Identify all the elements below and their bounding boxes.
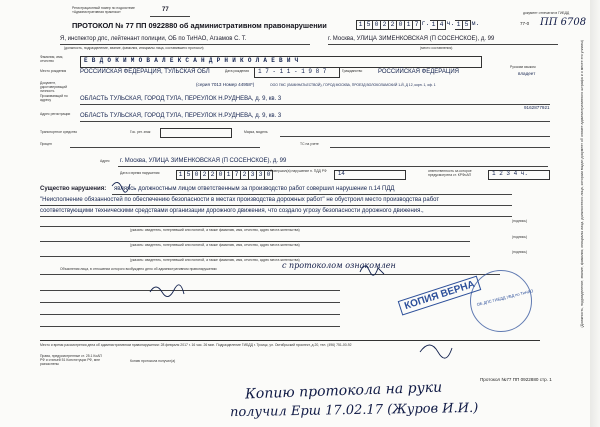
id-doc-value: (серия 7013 Номер 44958*) xyxy=(196,82,255,87)
violation-address-label: Адрес xyxy=(100,159,110,163)
vehicle-brand-label: Марка, модель xyxy=(244,130,268,134)
address-label: Проживающий по адресу xyxy=(40,94,68,102)
id-doc-label: Документ, удостоверяющий личность xyxy=(40,81,67,93)
copy-received-label: Копию протокола получил(а) xyxy=(130,359,176,363)
right-code: 77-0 xyxy=(520,21,530,26)
trailer-label: Прицеп xyxy=(40,142,52,146)
reg-address-label: Адрес регистрации xyxy=(40,112,71,116)
witness-sign-3: (подпись) xyxy=(512,250,528,254)
handwritten-line-1: Копию протокола на руки xyxy=(244,379,443,403)
article-label: ответственность за которое предусмотрена ст. КРФоАП xyxy=(428,169,472,177)
citizenship-value: РОССИЙСКАЯ ФЕДЕРАЦИЯ xyxy=(378,69,459,75)
vehicle-reg-label: Гос. рег. знак xyxy=(130,130,151,134)
birth-date-value: 1 7 - 1 1 - 1 9 8 7 xyxy=(258,68,327,75)
explanation-label: Объяснения лица, в отношении которого возбуждено дело об административном правонарушении: xyxy=(60,267,218,271)
court-line: Место и время рассмотрения дела об административном правонарушении: 28 февраля 2017 г. 16 час. 26 мин. Подразделение ГИБДД г. Троицк, ул. Октябрьский проспект, д.20, тел. (496) 751-00-92 xyxy=(40,343,352,347)
rights-text: Права, предусмотренные ст. 25.1 КоАП РФ и статьей 51 Конституции РФ, мне разъяснены xyxy=(40,354,102,367)
reg-address-value: ОБЛАСТЬ ТУЛЬСКАЯ, ГОРОД ТУЛА, ПЕРЕУЛОК Н.РУДНЕВА, д. 9, кв. 3 xyxy=(80,113,282,119)
birth-date-label: Дата рождения xyxy=(225,69,249,73)
citizenship-label: Гражданство xyxy=(342,69,363,73)
birth-place-label: Место рождения xyxy=(40,69,67,73)
witness-caption-2: (указать: свидетель, потерпевший или понятой, а также фамилию, имя, отчество, адрес места жительства) xyxy=(130,243,300,247)
witness-caption-3: (указать: свидетель, потерпевший или понятой, а также фамилию, имя, отчество, адрес места жительства) xyxy=(130,258,300,262)
essence-label: Существо нарушения: xyxy=(40,186,107,192)
reg-number-value: 77 xyxy=(162,7,169,13)
right-code-handwritten: ПП 6708 xyxy=(540,17,587,28)
birth-place-value: РОССИЙСКАЯ ФЕДЕРАЦИЯ, ТУЛЬСКАЯ ОБЛ xyxy=(80,69,210,75)
protocol-title: ПРОТОКОЛ № 77 ПП 0922880 об административном правонарушении xyxy=(72,21,327,30)
essence-line-1: являясь должностным лицом ответственным за производство работ совершил нарушение п.14 ПДД xyxy=(114,186,395,192)
printed-note: документ отпечатан в ГИБДД xyxy=(523,11,570,15)
round-stamp-text: ОБ ДПС ГИБДД УВД по ТиНАО xyxy=(476,288,534,307)
witness-sign-1: (подпись) xyxy=(512,219,528,223)
copy-verified-stamp: КОПИЯ ВЕРНА xyxy=(398,276,482,316)
violation-date-cells: 1 5 0 2 2 0 1 7 2 3 3 0 xyxy=(176,170,273,180)
witness-sign-2: (подпись) xyxy=(512,235,528,239)
signature-1 xyxy=(150,285,184,297)
inspector-line: Я, инспектор дпс, лейтенант полиции, ОБ по ТиНАО, Агзамов С. Т. xyxy=(60,36,247,42)
language-value: владеет xyxy=(518,71,536,76)
phone-value: 9162877921 xyxy=(524,105,550,110)
handwritten-line-2: получил Ерш 17.02.17 (Журов И.И.) xyxy=(229,400,479,421)
inspector-caption: (должность, подразделение, звание, фамилия, инициалы лица, составившего протокол) xyxy=(64,46,204,50)
fio-label: Фамилия, имя, отчество xyxy=(40,55,64,63)
vehicle-label: Транспортное средство xyxy=(40,130,78,134)
id-doc-issued: ООО ГМС (ЛАМИНАТЬЕСТВОЙ), ГОРОД МОСКВА, ПРОЕЗД ВОЛОКОЛАМСКИЙ 1-Й, Д 12, корп. 1, оф. 1 xyxy=(270,83,436,87)
essence-line-2: "Неисполнение обязанностей по обеспечению безопасности в местах производства дорожных работ" не обустроил место производства работ xyxy=(40,197,440,203)
reg-number-label: Регистрационный номер по подсистеме «Административная практика» xyxy=(72,6,135,15)
essence-line-3: соответствующими техническими средствами организации дорожного движения, что создало угрозу безопасности дорожного движения., xyxy=(40,208,424,214)
place-of-drafting: г. Москва, УЛИЦА ЗИМЕНКОВСКАЯ (П СОСЕНСКОЕ), д. 99 xyxy=(328,36,495,42)
right-strip-text: (Должность, подразделение, звание, фамилия, инициалы лица, должностного лица, которым выдан документ об оплате административного штрафа и о месте его уплаты) xyxy=(580,40,584,328)
address-value: ОБЛАСТЬ ТУЛЬСКАЯ, ГОРОД ТУЛА, ПЕРЕУЛОК Н.РУДНЕВА, д. 9, кв. 3 xyxy=(80,96,282,102)
signature-2 xyxy=(360,266,384,275)
witness-caption-1: (указать: свидетель, потерпевший или понятой, а также фамилию, имя, отчество, адрес места жительства) xyxy=(130,228,300,232)
article-value: 1 2 3 4 ч. xyxy=(492,170,529,177)
owner-label: ТС на учете xyxy=(300,142,319,146)
pdd-label: Совершил(а) нарушение п. ПДД РФ xyxy=(270,169,327,173)
pdd-value: 14 xyxy=(338,171,345,177)
protocol-date-cells: 1 5 0 2 2 0 1 7 г. 1 4 ч. 1 5 м. xyxy=(356,20,480,30)
right-vertical-strip xyxy=(580,40,588,370)
place-caption: (место составления) xyxy=(420,46,453,50)
explanation-handwritten: с протоколом ознакомлен xyxy=(282,261,396,270)
fio-value: Е В Д О К И М О В А Л Е К С А Н Д Р Н И К О Л А Е В И Ч xyxy=(84,57,299,64)
signature-4 xyxy=(112,182,130,192)
page-label: Протокол №77 ПП 0922880 стр. 1 xyxy=(480,377,552,382)
language-label: Русским языком xyxy=(510,65,536,69)
violation-date-caption: Дата и время нарушения xyxy=(120,171,160,175)
violation-address: г. Москва, УЛИЦА ЗИМЕНКОВСКАЯ (П СОСЕНСКОЕ), д. 99 xyxy=(120,158,287,164)
signature-3 xyxy=(420,345,452,358)
